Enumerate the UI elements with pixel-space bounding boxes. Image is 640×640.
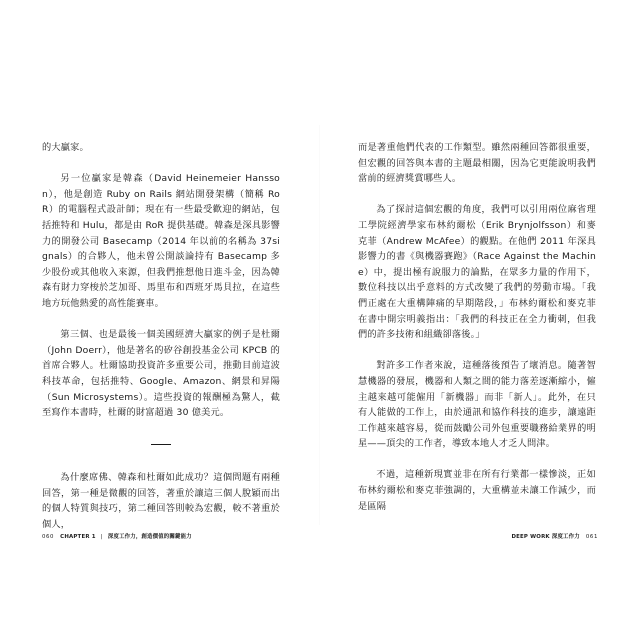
paragraph-gap <box>42 156 280 172</box>
book-title: DEEP WORK 深度工作力 <box>511 534 580 540</box>
page-number: 061 <box>585 534 598 540</box>
paragraph: 為了探討這個宏觀的角度，我們可以引用兩位麻省理工學院經濟學家布林約爾松（Erik Brynjolfsson）和麥克菲（Andrew McAfee）的觀點。在他們 2011 年深具影響力的書《與機器賽跑》（Race Against the Machine）中，提出極有說服力的論點，在眾多力量的作用下，數位科技以出乎意料的方式改變了我們的勞動市場。「我們正處在大重構陣痛的早期階段，」布林約爾松和麥克菲在書中開宗明義指出：「我們的科技正在全力衝刺，但我們的許多技術和組織卻落後。」 <box>358 204 596 341</box>
page-number: 060 <box>42 534 55 540</box>
footer-separator: | <box>100 534 103 540</box>
section-divider <box>151 444 171 446</box>
paragraph: 另一位贏家是韓森（David Heinemeier Hansson），他是創造 Ruby on Rails 網站開發架構（簡稱 RoR）的電腦程式設計師；現在有一些最受歡迎的網站，包括推特和 Hulu，都是由 RoR 提供基礎。韓森是深具影響力的開發公司 Basecamp（2014 年以前的名稱為 37signals）的合夥人，他未曾公開談論持有 Basecamp 多少股份或其他收入來源，但我們推想他日進斗金，因為韓森有財力穿梭於芝加哥、馬里布和西班牙馬貝拉，在這些地方玩他熱愛的高性能賽車。 <box>42 173 280 309</box>
paragraph-gap <box>358 343 596 359</box>
paragraph: 第三個、也是最後一個美國經濟大贏家的例子是杜爾（John Doerr），他是著名的矽谷創投基金公司 KPCB 的首席合夥人。杜爾協助投資許多重要公司，推動目前這波科技革命，包括推特、Google、Amazon、網景和昇陽（Sun Microsystems）。這些投資的報酬極為驚人，截至寫作本書時，杜爾的財富超過 30 億美元。 <box>42 329 280 419</box>
paragraph: 而是著重他們代表的工作類型。雖然兩種回答都很重要，但宏觀的回答與本書的主題最相關，因為它更能說明我們當前的經濟獎賞哪些人。 <box>358 142 596 185</box>
paragraph: 為什麼席佛、韓森和杜爾如此成功？這個問題有兩種回答，第一種是微觀的回答，著重於讓這三個人脫穎而出的個人特質與技巧，第二種回答則較為宏觀，較不著重於個人， <box>42 472 280 531</box>
paragraph-gap <box>42 312 280 328</box>
paragraph: 不過，這種新現實並非在所有行業都一樣慘淡，正如布林約爾松和麥克菲強調的，大重構並未讓工作減少，而是區隔 <box>358 469 596 512</box>
chapter-title: 深度工作力，創造價值的關鍵能力 <box>107 534 192 540</box>
right-page <box>358 140 596 514</box>
left-page-footer <box>42 532 192 540</box>
right-page-footer <box>511 532 598 540</box>
left-page <box>42 140 280 533</box>
paragraph: 對許多工作者來說，這種落後預告了壞消息。隨著智慧機器的發展，機器和人類之間的能力落差逐漸縮小，僱主越來越可能僱用「新機器」而非「新人」。此外，在只有人能做的工作上，由於通訊和協作科技的進步，讓遠距工作越來越容易，從而鼓勵公司外包重要職務給業界的明星——頂尖的工作者，導致本地人才乏人問津。 <box>358 360 596 450</box>
page-gutter <box>319 125 320 525</box>
paragraph-gap <box>358 187 596 203</box>
paragraph-gap <box>358 452 596 468</box>
paragraph: 的大贏家。 <box>42 142 89 153</box>
chapter-label: CHAPTER 1 <box>60 534 96 540</box>
